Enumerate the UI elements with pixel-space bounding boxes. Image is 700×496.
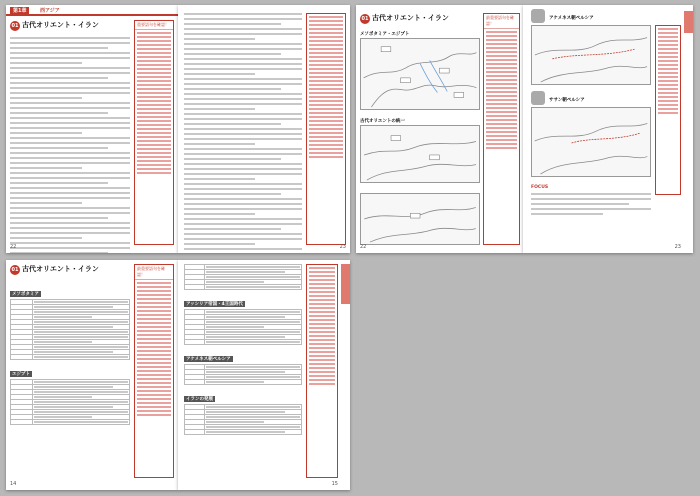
sub-heading: メソポタミア xyxy=(12,292,39,297)
section-title-text: 古代オリエント・イラン xyxy=(372,14,449,22)
page-number: 15 xyxy=(331,481,338,487)
spread2-left-page xyxy=(356,5,523,253)
focus-text xyxy=(531,193,651,218)
table-region xyxy=(10,280,130,425)
spread2-right-page xyxy=(523,5,693,253)
answer-column xyxy=(134,20,174,245)
answer-header: 最重要語句を確認！ xyxy=(484,14,519,29)
section-number: 01 xyxy=(11,23,19,29)
map-outline-image xyxy=(532,108,650,176)
body-text xyxy=(10,37,130,253)
thumbnail-badge xyxy=(531,91,545,105)
map1-title: メソポタミア・エジプト xyxy=(360,32,410,37)
summary-table xyxy=(10,379,130,425)
page-number: 22 xyxy=(10,244,17,250)
page-number: 22 xyxy=(360,244,367,250)
spread3-left-page xyxy=(6,260,178,490)
summary-table xyxy=(184,309,302,345)
sub-heading: イランの発展 xyxy=(186,397,213,402)
answer-column xyxy=(655,25,681,195)
section-number: 01 xyxy=(361,16,369,22)
map-third xyxy=(360,193,480,245)
map-oriental-unification xyxy=(360,125,480,183)
sub-heading: アッシリア帝国・4王国時代 xyxy=(186,302,243,307)
section-title-text: 古代オリエント・イラン xyxy=(22,21,99,29)
chapter-name: 西アジア xyxy=(40,8,60,14)
thumbnail-badge xyxy=(531,9,545,23)
map-outline-image xyxy=(361,126,479,182)
answer-header: 重要語句を確認！ xyxy=(135,21,173,30)
answer-column xyxy=(306,264,338,478)
map-outline-image xyxy=(361,194,479,244)
answer-column xyxy=(306,13,346,245)
section-title xyxy=(10,20,99,31)
spread3-right-page xyxy=(178,260,350,490)
sub-heading: エジプト xyxy=(12,372,30,377)
answer-column xyxy=(483,13,520,245)
section-title xyxy=(360,13,449,24)
map-outline-image xyxy=(532,26,650,84)
map2-title: 古代オリエントの統一 xyxy=(360,119,405,124)
chapter-side-tab xyxy=(341,264,350,304)
summary-table xyxy=(184,404,302,435)
page-number: 23 xyxy=(339,244,346,250)
map-outline-image xyxy=(361,39,479,109)
chapter-tag: 第1章 xyxy=(10,7,29,14)
body-text-col1 xyxy=(184,13,302,253)
map-achaemenid xyxy=(531,25,651,85)
answer-column xyxy=(134,264,174,478)
summary-table xyxy=(184,264,302,290)
chapter-header xyxy=(6,5,178,16)
summary-table xyxy=(10,299,130,360)
answer-header: 最重要語句を確認！ xyxy=(135,265,173,280)
map2-title: ササン朝ペルシア xyxy=(549,98,585,103)
focus-label: FOCUS xyxy=(531,185,549,190)
section-title-text: 古代オリエント・イラン xyxy=(22,265,99,273)
summary-table xyxy=(184,364,302,385)
section-number: 01 xyxy=(11,267,19,273)
table-region xyxy=(184,264,302,435)
spread1-left-page xyxy=(6,5,178,253)
map-mesopotamia-egypt xyxy=(360,38,480,110)
page-number: 23 xyxy=(674,244,681,250)
spread1-right-page xyxy=(178,5,350,253)
section-title xyxy=(10,264,99,275)
map1-title: アケメネス朝ペルシア xyxy=(549,16,594,21)
sub-heading: アケメネス朝ペルシア xyxy=(186,357,231,362)
chapter-side-tab xyxy=(684,11,693,33)
page-number: 14 xyxy=(10,481,17,487)
map-sasanian xyxy=(531,107,651,177)
